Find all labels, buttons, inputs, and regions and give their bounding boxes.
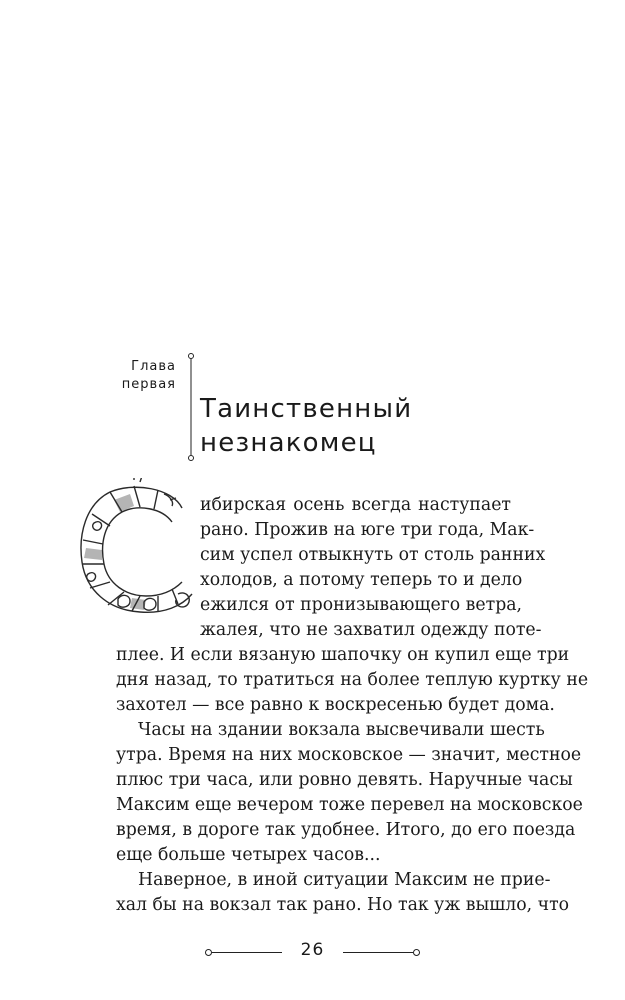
text-line: еще больше четырех часов... xyxy=(116,845,381,865)
text-line: Максим еще вечером тоже перевел на московское xyxy=(116,795,583,815)
text-line: рано. Прожив на юге три года, Мак- xyxy=(200,520,535,540)
text-line: холодов, а потому теперь то и дело xyxy=(200,570,523,590)
text-line: захотел — все равно к воскресенью будет дома. xyxy=(116,695,555,715)
text-line: сим успел отвыкнуть от столь ранних xyxy=(200,545,546,565)
chapter-label-line-2: первая xyxy=(121,377,176,392)
text-line: ибирская осень всегда наступает xyxy=(200,495,511,515)
page-number: 26 xyxy=(300,940,325,960)
text-line: ежился от пронизывающего ветра, xyxy=(200,595,523,615)
text-line: Часы на здании вокзала высвечивали шесть xyxy=(138,720,545,740)
text-line: плюс три часа, или ровно девять. Наручные часы xyxy=(116,770,573,790)
chapter-label-line-1: Глава xyxy=(131,359,176,374)
text-line: Наверное, в иной ситуации Максим не прие- xyxy=(138,870,551,890)
chapter-label xyxy=(96,358,176,394)
footer-rule-right xyxy=(343,952,413,953)
chapter-title-line-1: Таинственный xyxy=(200,394,413,424)
chapter-title-line-2: незнакомец xyxy=(200,428,377,458)
text-line: время, в дороге так удобнее. Итого, до его поезда xyxy=(116,820,576,840)
text-line: плее. И если вязаную шапочку он купил еще три xyxy=(116,645,570,665)
text-line: дня назад, то тратиться на более теплую куртку не xyxy=(116,670,589,690)
chapter-title xyxy=(200,392,500,460)
chapter-divider xyxy=(187,352,195,462)
text-line: жалея, что не захватил одежду поте- xyxy=(200,620,542,640)
footer-ornament-right xyxy=(413,949,420,956)
drop-cap-illustration xyxy=(74,478,198,620)
page-footer xyxy=(205,938,420,966)
text-line: утра. Время на них московское — значит, местное xyxy=(116,745,582,765)
text-line: хал бы на вокзал так рано. Но так уж вышло, что xyxy=(116,895,570,915)
